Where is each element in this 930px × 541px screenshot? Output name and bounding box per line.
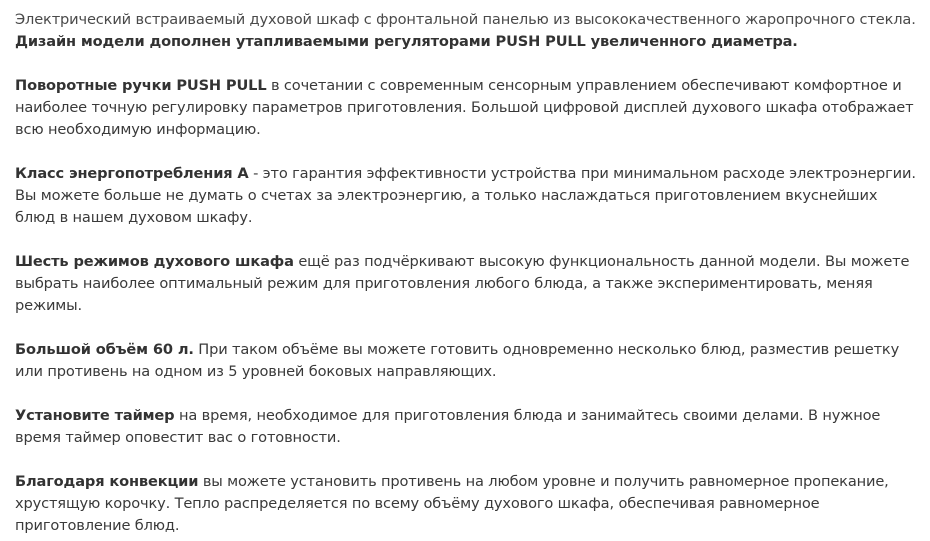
intro-text: Электрический встраиваемый духовой шкаф с фронтальной панелью из высококачественного жаропрочного стекла.	[15, 11, 916, 28]
feature-paragraph-timer	[15, 405, 920, 449]
feature-paragraph-energy-class	[15, 163, 920, 229]
feature-heading-energy-class: Класс энергопотребления А	[15, 165, 249, 182]
feature-text-volume: При таком объёме вы можете готовить одновременно несколько блюд, разместив решетку или противень на одном из 5 уровней боковых направляющих.	[15, 341, 900, 380]
feature-heading-push-pull: Поворотные ручки PUSH PULL	[15, 77, 267, 94]
feature-text-energy-class: - это гарантия эффективности устройства при минимальном расходе электроэнергии. Вы можете больше не думать о счетах за электроэнергию, а только наслаждаться приготовлением вкуснейших блюд в нашем духовом шкафу.	[15, 165, 916, 226]
feature-text-push-pull: в сочетании с современным сенсорным управлением обеспечивают комфортное и наиболее точную регулировку параметров приготовления. Большой цифровой дисплей духового шкафа отображает всю необходимую информацию.	[15, 77, 914, 138]
feature-text-modes: ещё раз подчёркивают высокую функциональность данной модели. Вы можете выбрать наиболее оптимальный режим для приготовления любого блюда, а также экспериментировать, меняя режимы.	[15, 253, 910, 314]
intro-highlight: Дизайн модели дополнен утапливаемыми регуляторами PUSH PULL увеличенного диаметра.	[15, 33, 798, 50]
feature-heading-volume: Большой объём 60 л.	[15, 341, 194, 358]
feature-text-convection: вы можете установить противень на любом уровне и получить равномерное пропекание, хрустящую корочку. Тепло распределяется по всему объёму духового шкафа, обеспечивая равномерное приготовление блюд.	[15, 473, 889, 534]
feature-paragraph-modes	[15, 251, 920, 317]
feature-heading-convection: Благодаря конвекции	[15, 473, 199, 490]
intro-paragraph	[15, 9, 920, 53]
feature-heading-modes: Шесть режимов духового шкафа	[15, 253, 294, 270]
feature-paragraph-convection	[15, 471, 920, 537]
feature-heading-timer: Установите таймер	[15, 407, 175, 424]
feature-paragraph-volume	[15, 339, 920, 383]
feature-paragraph-push-pull	[15, 75, 920, 141]
feature-text-timer: на время, необходимое для приготовления блюда и занимайтесь своими делами. В нужное время таймер оповестит вас о готовности.	[15, 407, 881, 446]
